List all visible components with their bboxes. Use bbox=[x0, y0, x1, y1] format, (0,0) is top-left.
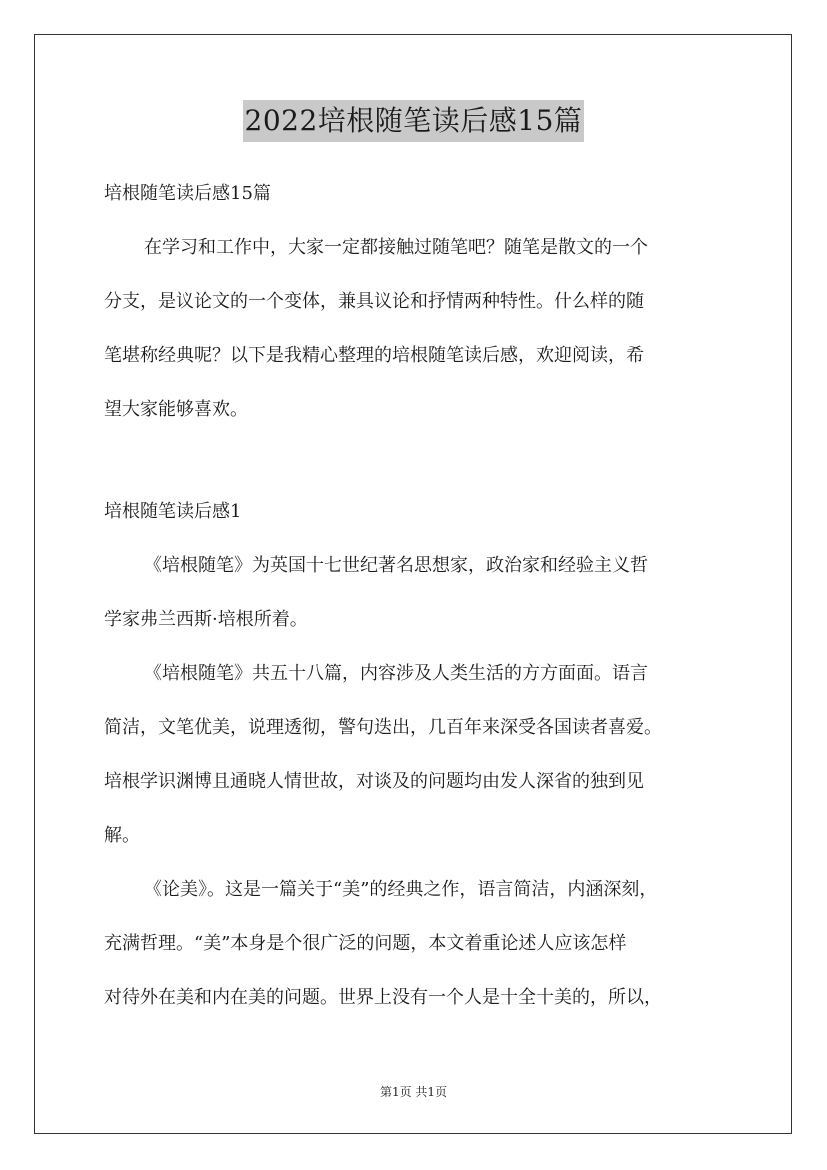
page-footer bbox=[0, 1083, 827, 1101]
spacer bbox=[104, 428, 728, 494]
paragraph-line: 充满哲理。“美”本身是个很广泛的问题，本文着重论述人应该怎样 bbox=[104, 933, 627, 954]
paragraph-line: 笔堪称经典呢？以下是我精心整理的培根随笔读后感，欢迎阅读，希 bbox=[104, 345, 644, 366]
title-container bbox=[0, 100, 827, 142]
paragraph-line: 培根学识渊博且通晓人情世故，对谈及的问题均由发人深省的独到见 bbox=[104, 771, 644, 792]
paragraph-line: 解。 bbox=[104, 825, 140, 846]
document-subtitle: 培根随笔读后感15篇 bbox=[104, 183, 271, 204]
paragraph-1 bbox=[104, 548, 728, 638]
paragraph-line: 《论美》。这是一篇关于“美”的经典之作，语言简洁，内涵深刻， bbox=[144, 879, 658, 900]
spacer bbox=[104, 212, 728, 230]
section-heading: 培根随笔读后感1 bbox=[104, 501, 242, 522]
paragraph-line: 学家弗兰西斯·培根所着。 bbox=[104, 609, 308, 630]
intro-paragraph bbox=[104, 230, 728, 428]
paragraph-line: 《培根随笔》为英国十七世纪著名思想家，政治家和经验主义哲 bbox=[144, 555, 648, 576]
paragraph-2 bbox=[104, 656, 728, 854]
page-number: 第1页 共1页 bbox=[379, 1085, 448, 1099]
paragraph-line: 望大家能够喜欢。 bbox=[104, 399, 248, 420]
paragraph-line: 对待外在美和内在美的问题。世界上没有一个人是十全十美的，所以， bbox=[104, 987, 662, 1008]
document-title: 2022培根随笔读后感15篇 bbox=[243, 100, 585, 142]
paragraph-line: 在学习和工作中，大家一定都接触过随笔吧？随笔是散文的一个 bbox=[144, 237, 648, 258]
paragraph-line: 简洁，文笔优美，说理透彻，警句迭出，几百年来深受各国读者喜爱。 bbox=[104, 717, 662, 738]
paragraph-line: 分支，是议论文的一个变体，兼具议论和抒情两种特性。什么样的随 bbox=[104, 291, 644, 312]
document-body bbox=[104, 176, 728, 1016]
paragraph-line: 《培根随笔》共五十八篇，内容涉及人类生活的方方面面。语言 bbox=[144, 663, 648, 684]
paragraph-3 bbox=[104, 872, 728, 1016]
